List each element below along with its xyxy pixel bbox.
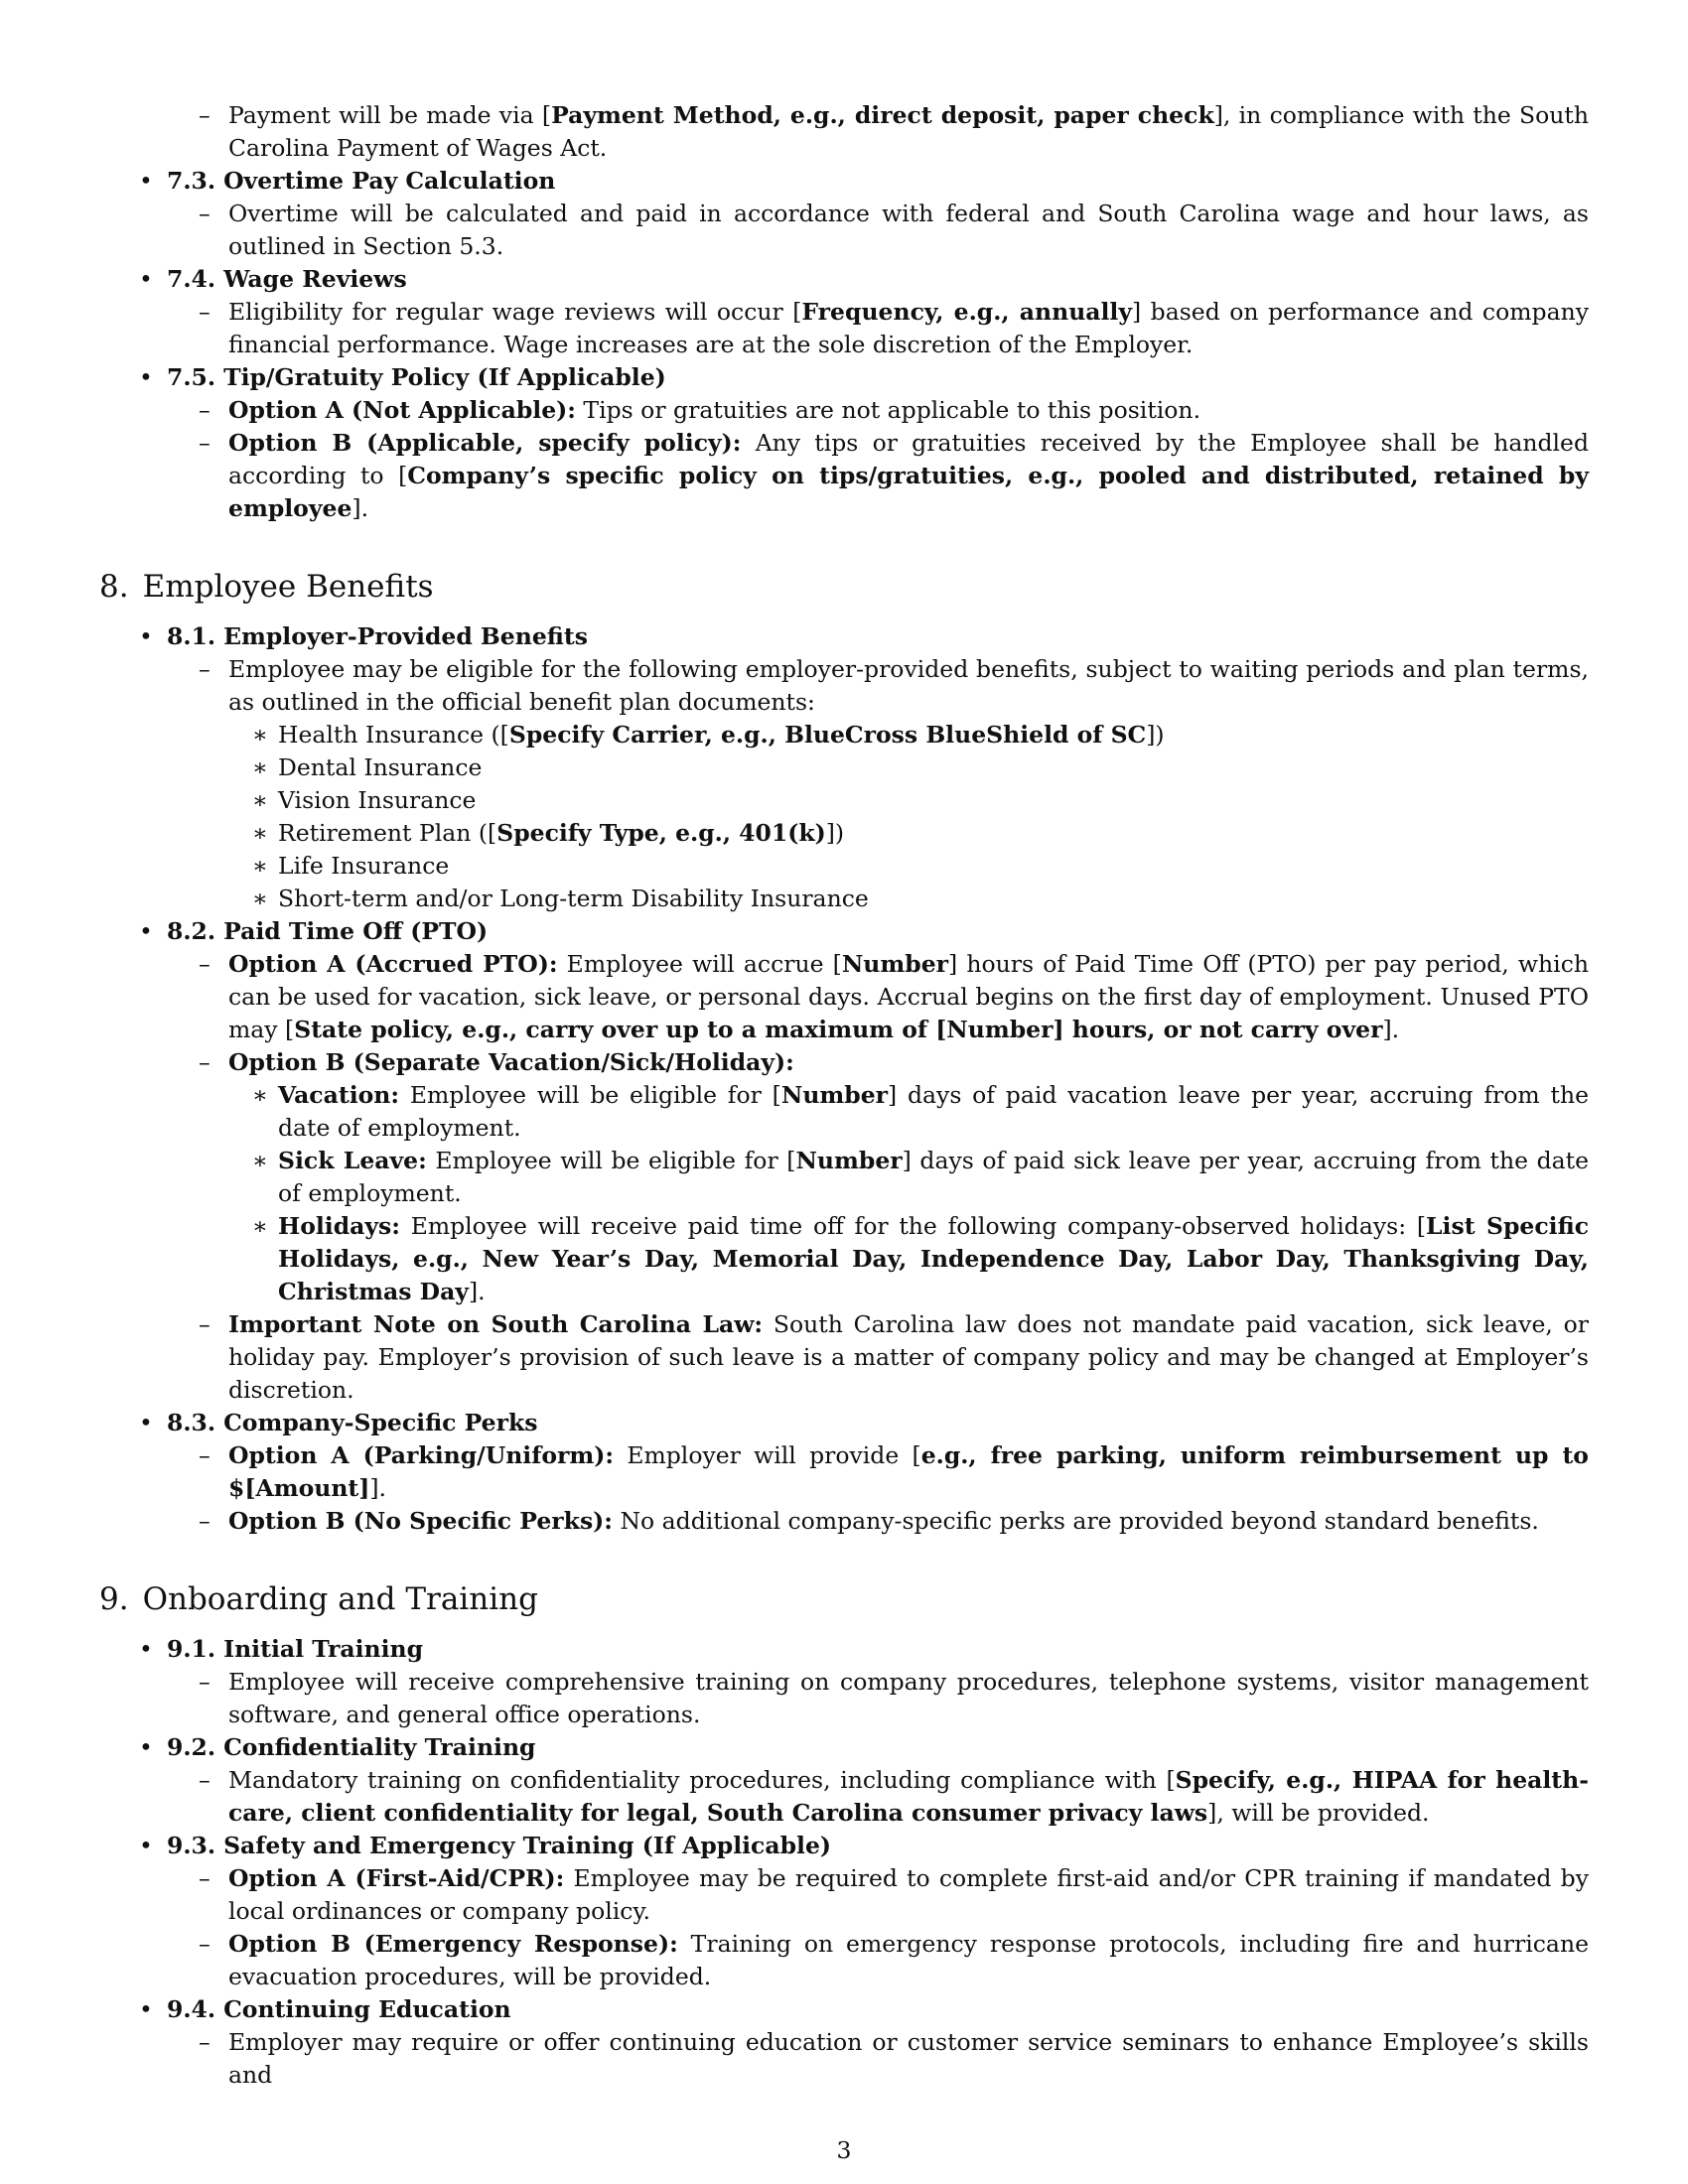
section-9-4-heading: • 9.4. Continuing Education <box>139 1995 511 2023</box>
section-9-heading: 9. Onboarding and Training <box>99 1581 538 1617</box>
benefit-life: ∗ Life Insurance <box>252 852 450 880</box>
section-8-3-option-b: – Option B (No Specific Perks): No additional company-specific perks are provided beyond standard benefits. <box>199 1507 1539 1535</box>
section-8-3-option-a: – Option A (Parking/Uniform): Employer will provide [e.g., free parking, uniform reimbursement up to $[Amount]]. <box>199 1441 1589 1502</box>
star-marker: ∗ <box>252 721 268 749</box>
section-7-5-heading: • 7.5. Tip/Gratuity Policy (If Applicable) <box>139 363 666 391</box>
section-8-1-intro: – Employee may be eligible for the following employer-provided benefits, subject to waiting periods and plan terms, as outlined in the official benefit plan documents: <box>199 655 1589 716</box>
section-7-3-text: – Overtime will be calculated and paid in accordance with federal and South Carolina wage and hour laws, as outlined in Section 5.3. <box>199 200 1589 260</box>
section-7-4-heading: • 7.4. Wage Reviews <box>139 265 407 293</box>
leave-vacation: ∗ Vacation: Employee will be eligible for [Number] days of paid vacation leave per year, accruing from the date of employment. <box>252 1081 1589 1142</box>
section-7-5-option-a: – Option A (Not Applicable): Tips or gratuities are not applicable to this position. <box>199 396 1201 424</box>
benefit-health: ∗ Health Insurance ([Specify Carrier, e.g., BlueCross BlueShield of SC]) <box>278 719 1589 751</box>
south-carolina-law-note: – Important Note on South Carolina Law: South Carolina law does not mandate paid vacation, sick leave, or holiday pay. Employer’s provision of such leave is a matter of company policy and may be changed at Employer’s discretion. <box>199 1310 1589 1404</box>
section-9-3-option-b: – Option B (Emergency Response): Training on emergency response protocols, including fire and hurricane evacuation procedures, will be provided. <box>199 1930 1589 1990</box>
section-8-2-option-b: – Option B (Separate Vacation/Sick/Holiday): <box>199 1048 794 1076</box>
dash-marker: – <box>199 101 211 129</box>
benefit-retirement: ∗ Retirement Plan ([Specify Type, e.g., 401(k)]) <box>252 819 845 847</box>
section-8-2-heading: • 8.2. Paid Time Off (PTO) <box>139 917 489 945</box>
section-8-1-heading: • 8.1. Employer-Provided Benefits <box>139 622 588 650</box>
section-8-2-option-a: – Option A (Accrued PTO): Employee will accrue [Number] hours of Paid Time Off (PTO) per pay period, which can be used for vacation, sick leave, or personal days. Accrual begins on the first day of employment. Unused PTO may [State policy, e.g., carry over up to a maximum of [Number] hours, or not carry over]. <box>199 950 1589 1043</box>
section-7-3-heading: • 7.3. Overtime Pay Calculation <box>167 165 1589 198</box>
section-9-2-text: – Mandatory training on confidentiality procedures, including compliance with [Specify, e.g., HIPAA for health-care, client confidentiality for legal, South Carolina consumer privacy laws], will be provided. <box>199 1766 1589 1827</box>
benefit-disability: ∗ Short-term and/or Long-term Disability Insurance <box>252 885 869 912</box>
section-9-4-text: – Employer may require or offer continuing education or customer service seminars to enhance Employee’s skills and <box>199 2028 1589 2089</box>
leave-sick: ∗ Sick Leave: Employee will be eligible for [Number] days of paid sick leave per year, accruing from the date of employment. <box>252 1147 1589 1207</box>
section-8-3-heading: • 8.3. Company-Specific Perks <box>139 1409 538 1436</box>
section-7-5-option-b: – Option B (Applicable, specify policy): Any tips or gratuities received by the Employee shall be handled according to [Company’s specific policy on tips/gratuities, e.g., pooled and distributed, retained by employee]. <box>199 429 1589 522</box>
section-9-3-option-a: – Option A (First-Aid/CPR): Employee may be required to complete first-aid and/or CPR training if mandated by local ordinances or company policy. <box>199 1864 1589 1925</box>
page-content <box>99 99 1589 2092</box>
payment-method-item: – Payment will be made via [Payment Method, e.g., direct deposit, paper check], in compliance with the South Carolina Payment of Wages Act. <box>199 101 1589 162</box>
leave-holidays: ∗ Holidays: Employee will receive paid time off for the following company-observed holidays: [List Specific Holidays, e.g., New Year’s Day, Memorial Day, Independence Day, Labor Day, Thanksgiving Day, Christmas Day]. <box>252 1212 1590 1305</box>
section-9-3-heading: • 9.3. Safety and Emergency Training (If Applicable) <box>139 1832 832 1859</box>
section-9-1-heading: • 9.1. Initial Training <box>139 1635 424 1663</box>
benefit-vision: ∗ Vision Insurance <box>252 786 477 814</box>
page-number: 3 <box>836 2136 852 2164</box>
section-9-2-heading: • 9.2. Confidentiality Training <box>139 1733 536 1761</box>
bullet-marker: • <box>139 167 153 195</box>
benefit-dental: ∗ Dental Insurance <box>252 753 483 781</box>
section-9-1-text: – Employee will receive comprehensive training on company procedures, telephone systems, visitor management software, and general office operations. <box>199 1668 1589 1728</box>
section-8-heading: 8. Employee Benefits <box>99 569 434 605</box>
section-7-4-text: – Eligibility for regular wage reviews will occur [Frequency, e.g., annually] based on performance and company financial performance. Wage increases are at the sole discretion of the Employer. <box>199 298 1589 358</box>
